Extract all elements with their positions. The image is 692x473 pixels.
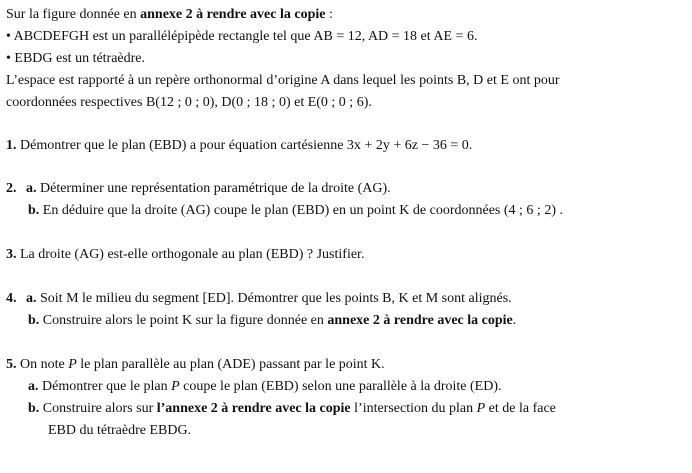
question-1-text: Démontrer que le plan (EBD) a pour équation cartésienne 3x + 2y + 6z − 36 = 0. bbox=[16, 138, 473, 153]
intro-colon: : bbox=[325, 7, 333, 22]
question-5a-label: a. bbox=[28, 379, 39, 394]
bullet-tetrahedron: • EBDG est un tétraèdre. bbox=[6, 51, 146, 66]
question-2b bbox=[28, 202, 563, 220]
bullet-parallelepiped: • ABCDEFGH est un parallélépipède rectangle tel que AB = 12, AD = 18 et AE = 6. bbox=[6, 29, 478, 44]
question-2b-text: En déduire que la droite (AG) coupe le plan (EBD) en un point K de coordonnées (4 ; 6 ; 2) . bbox=[39, 203, 563, 218]
question-4b bbox=[28, 312, 516, 330]
question-4-number: 4. bbox=[6, 291, 17, 306]
question-5b bbox=[28, 400, 556, 418]
question-3-number: 3. bbox=[6, 247, 17, 262]
annex-reference: annexe 2 à rendre avec la copie bbox=[327, 313, 513, 328]
question-5b-text-mid: l’intersection du plan bbox=[350, 401, 477, 416]
question-5-text-end: le plan parallèle au plan (ADE) passant par le point K. bbox=[76, 357, 385, 372]
question-5b-text: Construire alors sur bbox=[39, 401, 157, 416]
question-4b-text: Construire alors le point K sur la figure donnée en bbox=[39, 313, 328, 328]
question-4b-period: . bbox=[512, 313, 517, 328]
question-3 bbox=[6, 246, 364, 264]
intro-text: Sur la figure donnée en bbox=[6, 7, 141, 22]
question-2-number: 2. bbox=[6, 181, 17, 196]
question-2a-label: a. bbox=[26, 181, 37, 196]
annex-reference: annexe 2 à rendre avec la copie bbox=[140, 7, 326, 22]
question-5a-text: Démontrer que le plan bbox=[38, 379, 172, 394]
intro-frame-line: L’espace est rapporté à un repère orthonormal d’origine A dans lequel les points B, D et E ont pour bbox=[6, 73, 560, 88]
intro-line-1 bbox=[6, 6, 333, 24]
question-5b-text-end: et de la face bbox=[485, 401, 556, 416]
plane-p-symbol: P bbox=[476, 401, 486, 416]
question-1-number: 1. bbox=[6, 138, 17, 153]
question-4a-label: a. bbox=[26, 291, 37, 306]
question-2a-text: Déterminer une représentation paramétrique de la droite (AG). bbox=[36, 181, 391, 196]
question-5-text: On note bbox=[16, 357, 69, 372]
question-4a-text: Soit M le milieu du segment [ED]. Démontrer que les points B, K et M sont alignés. bbox=[36, 291, 512, 306]
question-5a bbox=[28, 378, 502, 396]
question-2b-label: b. bbox=[28, 203, 40, 218]
plane-p-symbol: P bbox=[68, 357, 77, 372]
question-5 bbox=[6, 356, 385, 374]
question-4a bbox=[6, 290, 512, 308]
question-5a-text-end: coupe le plan (EBD) selon une parallèle à la droite (ED). bbox=[179, 379, 502, 394]
question-1 bbox=[6, 137, 472, 155]
question-5b-label: b. bbox=[28, 401, 40, 416]
intro-coordinates-line: coordonnées respectives B(12 ; 0 ; 0), D(0 ; 18 ; 0) et E(0 ; 0 ; 6). bbox=[6, 95, 372, 110]
question-4b-label: b. bbox=[28, 313, 40, 328]
question-3-text: La droite (AG) est-elle orthogonale au plan (EBD) ? Justifier. bbox=[16, 247, 365, 262]
annex-reference: l’annexe 2 à rendre avec la copie bbox=[156, 401, 351, 416]
question-2a bbox=[6, 180, 391, 198]
question-5-number: 5. bbox=[6, 357, 17, 372]
plane-p-symbol: P bbox=[171, 379, 180, 394]
question-5b-continuation: EBD du tétraèdre EBDG. bbox=[48, 423, 192, 438]
